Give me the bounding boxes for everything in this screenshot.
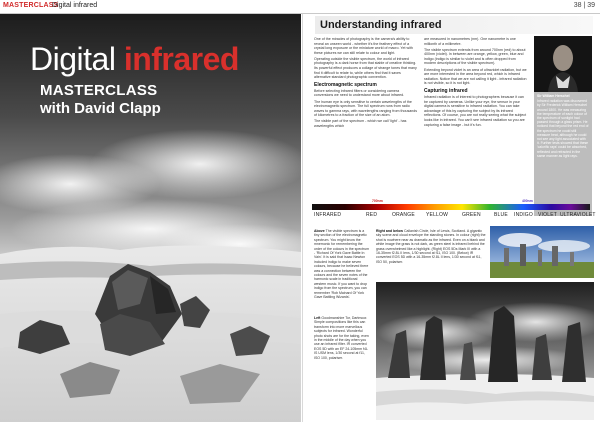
article-headline: Understanding infrared: [320, 19, 442, 31]
caption-exif: (Right) EOS 5Ds Mark III with a 16-35mm f2.8L II lens, 1/30 second at f11, ISO 100.: [376, 246, 481, 256]
cover-title: [30, 42, 239, 76]
spectrum-bar: [312, 204, 590, 210]
caption-text: Callanish Circle, Isle of Lewis, Scotland. A gigantic sky scene and cloud envelope the standing stones. In colour (right) the shot is nowhere near as dramatic as the infrared. Even on a blank and white image the grass is not dark, as green steel is infrared behind the grass overwhelmed like a highlight.: [376, 229, 486, 251]
page-header: [0, 0, 600, 14]
col1-paragraph: The visible part of the spectrum - which we call 'light' - has wavelengths which: [314, 119, 407, 128]
colour-photo-callanish: [490, 226, 594, 278]
herschel-sidebox: [534, 36, 592, 216]
herschel-portrait: [534, 36, 592, 92]
col1-paragraph: Before selecting infrared filters or considering camera conversions we need to understand more about infrared.: [314, 88, 405, 98]
subhead-capturing: Capturing infrared: [424, 87, 468, 94]
colour-photo-art: [490, 226, 594, 278]
spectrum-label: VIOLET: [538, 212, 557, 218]
wavelength-700: 700nm: [372, 199, 383, 203]
spectrum-label: INFRARED: [314, 212, 342, 218]
masterclass-line-1: MASTERCLASS: [40, 82, 158, 99]
spectrum-label: YELLOW: [426, 212, 449, 218]
caption-lead: Above: [314, 229, 325, 233]
subhead-electromagnetic: Electromagnetic spectrum: [314, 81, 377, 88]
spectrum-label: GREEN: [462, 212, 481, 218]
article-column-2: [424, 37, 528, 201]
portrait-art: [534, 36, 592, 92]
spectrum-label: INDIGO: [514, 212, 533, 218]
col1-paragraph: One of the miracles of photography is the camera's ability to reveal an unseen world - whether it's the feathery effect of a crystal long exposure or the miniature world of macro. Yet with these pictures we can still relate to colour and light.: [314, 37, 413, 55]
col2-paragraph: are measured in nanometres (nm). One nanometre is one millionth of a millimetre.: [424, 37, 516, 46]
spectrum-label: RED: [366, 212, 378, 218]
spectrum-label: BLUE: [494, 212, 508, 218]
section-label: MASTERCLASS: [3, 2, 59, 9]
page-numbers: 38 | 39: [573, 2, 595, 9]
infrared-photo-art: [376, 282, 594, 420]
infrared-photo-stones: [376, 282, 594, 420]
herschel-name: Sir William Herschel: [537, 94, 570, 98]
col2-paragraph: Infrared radiation is of interest to photographers because it can be captured by cameras. Unlike your eye, the sensor in your digital camera is sensitive to infrared radiation. You can take advantage of this by capturing the subject by its infrared reflections. Of course, you are not really seeing what the subject looks like in infrared. You can't see infrared radiation so you are capturing a false image - but it's fun.: [424, 94, 527, 127]
caption-exif: (Below) IR converted EOS 5D with a 16-35mm f2.8L II lens, 1/30 second at f11, ISO 50, polariser.: [376, 251, 482, 264]
spectrum-label: ORANGE: [392, 212, 415, 218]
herschel-text: [534, 92, 592, 160]
col1-paragraph: Operating outside the visible spectrum, the world of infrared photography is a dark horse from that stable of creative thinking. Its powerful effect produces a collage of strange tones that many find it difficult to relate to, while others find that it saves alternative standard photographic convention.: [314, 56, 417, 80]
caption-above: [314, 229, 370, 311]
masterclass-line-2: with David Clapp: [40, 100, 161, 117]
col2-paragraph: Extending beyond violet is an area of ultraviolet radiation, but we are more interested in the area beyond red, which is infrared radiation. Notice that we are not calling it light - infrared radiation is not visible, so it is not light.: [424, 67, 527, 86]
page-gutter: [302, 14, 303, 422]
cover-photo-infrared-landscape: [0, 14, 301, 422]
caption-text: Goodmanshire Tor, Dartmoor. Simple compositions like this can transform into more marvellous subjects for infrared. Wonderful photo shots are for the taking, even in the middle of the day when you use an infrared filter. IR converted EOS 5D with an EF 24-105mm f4L IS USM lens, 1/30 second at f11, ISO 100, polariser.: [314, 316, 369, 360]
spectrum-label: ULTRAVIOLET: [560, 212, 596, 218]
caption-right: [376, 229, 486, 279]
caption-lead: Right and below: [376, 229, 404, 233]
herschel-body: Infrared radiation was discovered by Sir Frederick William Herschel around 1800. He was measuring the temperature of each colour of the spectrum of sunlight had passed through a glass prism. He noticed that beyond the red end of the spectrum he could still measure heat, although he could not see any light associated with it. Further tests showed that these 'calorific rays' could be absorbed, reflected and refracted in the same manner as light rays.: [537, 99, 589, 158]
header-title: Digital infrared: [52, 2, 98, 9]
caption-left: [314, 316, 370, 420]
wavelength-400: 400nm: [522, 199, 533, 203]
col1-paragraph: The human eye is only sensitive to certain wavelengths of the electromagnetic spectrum. The full spectrum runs from radio waves to gamma rays, with wavelengths ranging from thousands of kilometres to a fraction of the size of an atom.: [314, 99, 418, 118]
cover-title-word-2: infrared: [123, 41, 239, 77]
caption-text: The visible spectrum is a tiny section of the electromagnetic spectrum. You might know the mnemonic for remembering the order of the colours in the spectrum - 'Richard Of York Gave Battle In Vain'. It is said that Isaac Newton included indigo to make seven colours, because he believed there was a connection between the colours and the seven notes of the harmonic scale in traditional western music. If you want to drop indigo from the spectrum, you can remember 'Rob Mainard Of York Gave Battling Wizards'.: [314, 229, 370, 300]
spectrum-diagram: [312, 199, 596, 224]
article-column-1: [314, 37, 418, 201]
caption-lead: Left: [314, 316, 321, 320]
cover-title-word-1: Digital: [30, 41, 116, 77]
col2-paragraph: The visible spectrum extends from around 700nm (red) to about 400nm (violet). In between are orange, yellow, green, blue and indigo (indigo is similar to violet and is often dropped from modern descriptions of the visible spectrum).: [424, 47, 526, 66]
